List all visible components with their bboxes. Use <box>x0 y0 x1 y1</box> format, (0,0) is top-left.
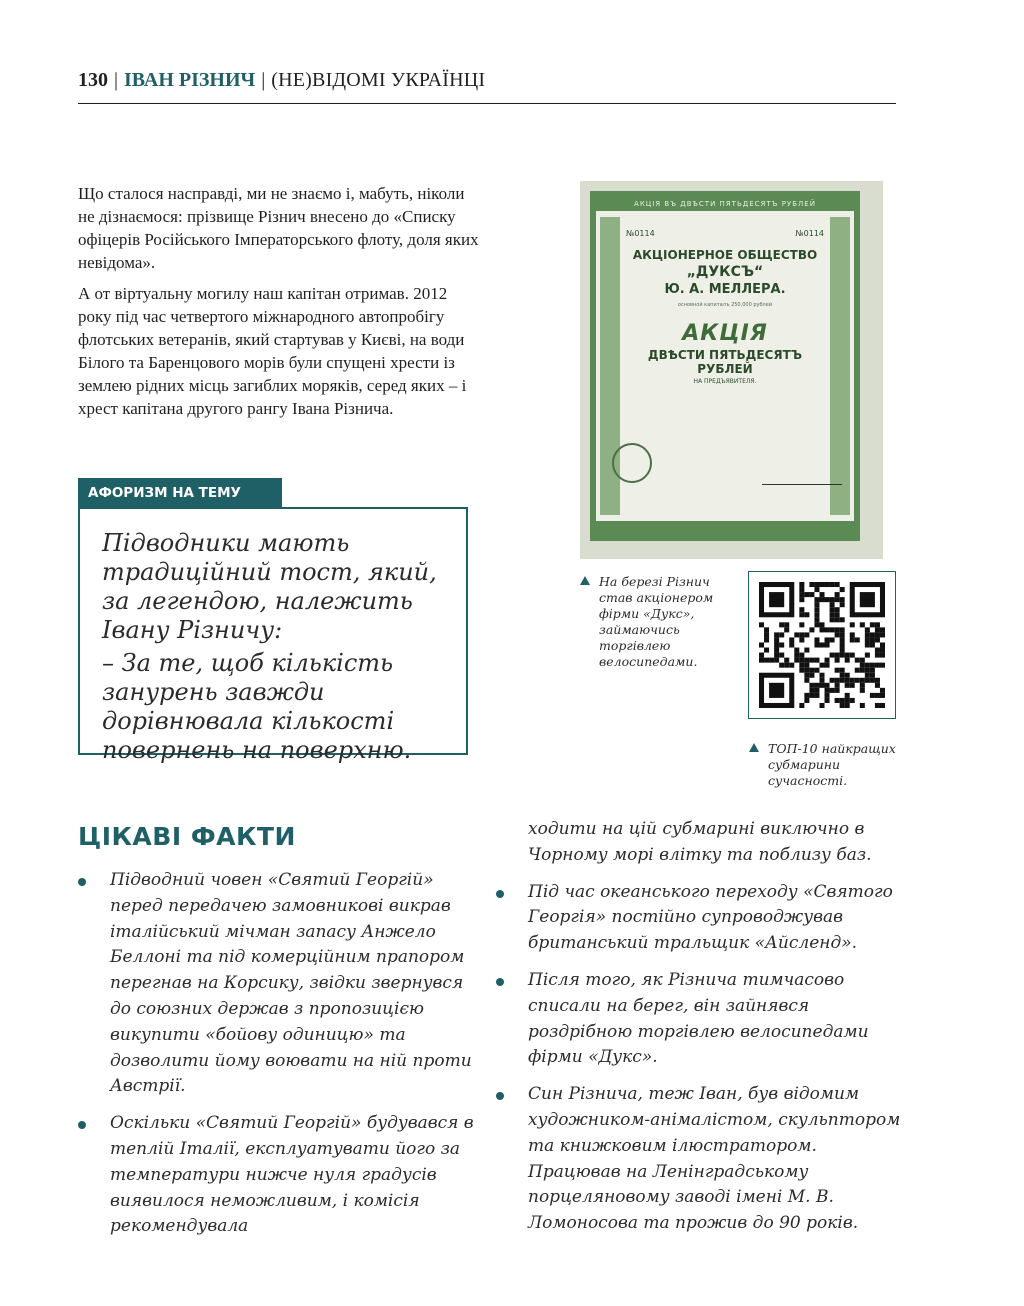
fact-item <box>496 1082 906 1237</box>
certificate-frame <box>590 191 860 541</box>
fact-item <box>78 868 478 1100</box>
header-title: ІВАН РІЗНИЧ <box>124 69 256 91</box>
certificate-number: №0114 <box>626 229 655 238</box>
fact-continuation: ходити на цій субмарині виключно в Чорному морі влітку та поблизу баз. <box>528 819 872 865</box>
running-header <box>78 66 896 104</box>
certificate-numbers <box>626 229 824 238</box>
fact-text: Підводний човен «Святий Георгій» перед передачею замовникові викрав італійський мічман запасу Анжело Беллоні та під комерційним прапором перегнав на Корсику, звідки звернувся до союзних держав з пропозицією викупити «бойову одиницю» та дозволити йому воювати на ній проти Австрії. <box>110 870 472 1097</box>
fact-text: Син Різнича, теж Іван, був відомим художником-анімалістом, скульптором та книжковим ілюстратором. Працював на Ленінградському порцеляновому заводі імені М. В. Ломоносова та прожив до 90 років. <box>528 1084 901 1234</box>
certificate-company: АКЦІОНЕРНОЕ ОБЩЕСТВО <box>632 248 818 262</box>
bullet-icon <box>78 878 86 886</box>
bullet-icon <box>496 978 504 986</box>
certificate-caption: На березі Різнич став акціонером фірми «Дукс», займаючись торгівлею велосипедами. <box>599 574 714 669</box>
fact-text: Після того, як Різнича тимчасово списали на берег, він зайнявся роздрібною торгівлею велосипедами фірми «Дукс». <box>528 969 869 1068</box>
share-certificate-image <box>580 181 883 559</box>
fact-text: Під час океанського переходу «Святого Георгія» постійно супроводжував британський тральщик «Айсленд». <box>528 881 893 954</box>
fact-item <box>496 880 906 957</box>
header-separator: | <box>114 69 119 91</box>
certificate-number: №0114 <box>795 229 824 238</box>
certificate-title: АКЦІЯ <box>682 321 768 346</box>
facts-column-left <box>78 868 478 1251</box>
certificate-signature <box>762 441 842 485</box>
facts-column-right <box>496 817 906 1248</box>
bullet-icon <box>78 1121 86 1129</box>
intro-paragraph: А от віртуальну могилу наш капітан отримав. 2012 року під час четвертого міжнародного автопробігу флотських ветеранів, який стартував у Києві, на води Білого та Баренцового морів були спущені хрести із землею рідних місць загиблих моряків, серед яких – і хрест капітана другого рангу Івана Різнича. <box>78 284 467 418</box>
qr-code[interactable] <box>748 571 896 719</box>
intro-paragraph: Що сталося насправді, ми не знаємо і, мабуть, ніколи не дізнаємося: прізвище Різнич внесено до «Списку офіцерів Російського Імператорського флоту, доля яких невідома». <box>78 184 479 272</box>
certificate-bottom-band <box>596 521 854 535</box>
certificate-band-text: АКЦІЯ ВЪ ДВѢСТИ ПЯТЬДЕСЯТЪ РУБЛЕЙ <box>634 200 816 208</box>
fact-item <box>78 1111 478 1240</box>
certificate-brand: „ДУКСЪ“ <box>686 264 764 280</box>
fact-text: Оскільки «Святий Георгій» будувався в теплій Італії, експлуатувати його за температури нижче нуля градусів виявилося неможливим, і комісія рекомендувала <box>110 1113 474 1237</box>
certificate-amount: ДВѢСТИ ПЯТЬДЕСЯТЪ РУБЛЕЙ <box>647 348 803 376</box>
aphorism-line: – За те, щоб кількість занурень завжди дорівнювала кількості повернень на поверхню. <box>102 649 412 764</box>
bullet-icon <box>496 890 504 898</box>
caption-triangle-icon <box>749 743 759 752</box>
certificate-top-band <box>596 197 854 211</box>
qr-caption: ТОП-10 найкращих субмарини сучасності. <box>768 741 896 788</box>
page-number: 130 <box>78 69 108 91</box>
intro-text <box>78 182 484 428</box>
header-separator-2: | <box>261 69 266 91</box>
aphorism-text <box>102 529 462 769</box>
fact-item <box>496 968 906 1071</box>
aphorism-tag: АФОРИЗМ НА ТЕМУ <box>78 478 282 509</box>
aphorism-box <box>78 507 468 764</box>
header-subtitle: (НЕ)ВІДОМІ УКРАЇНЦІ <box>271 69 486 91</box>
aphorism-line: Підводники мають традиційний тост, який, за легендою, належить Івану Різничу: <box>102 529 437 644</box>
certificate-holder: НА ПРЕДЪЯВИТЕЛЯ. <box>693 378 757 385</box>
bullet-icon <box>496 1092 504 1100</box>
qr-code-icon <box>759 582 885 708</box>
certificate-stamp <box>612 443 652 483</box>
certificate-owner: Ю. А. МЕЛЛЕРА. <box>664 282 786 297</box>
caption-triangle-icon <box>580 576 590 585</box>
facts-title: ЦІКАВІ ФАКТИ <box>78 822 296 851</box>
certificate-small-print: основной капиталъ 250,000 рублей <box>677 302 773 308</box>
